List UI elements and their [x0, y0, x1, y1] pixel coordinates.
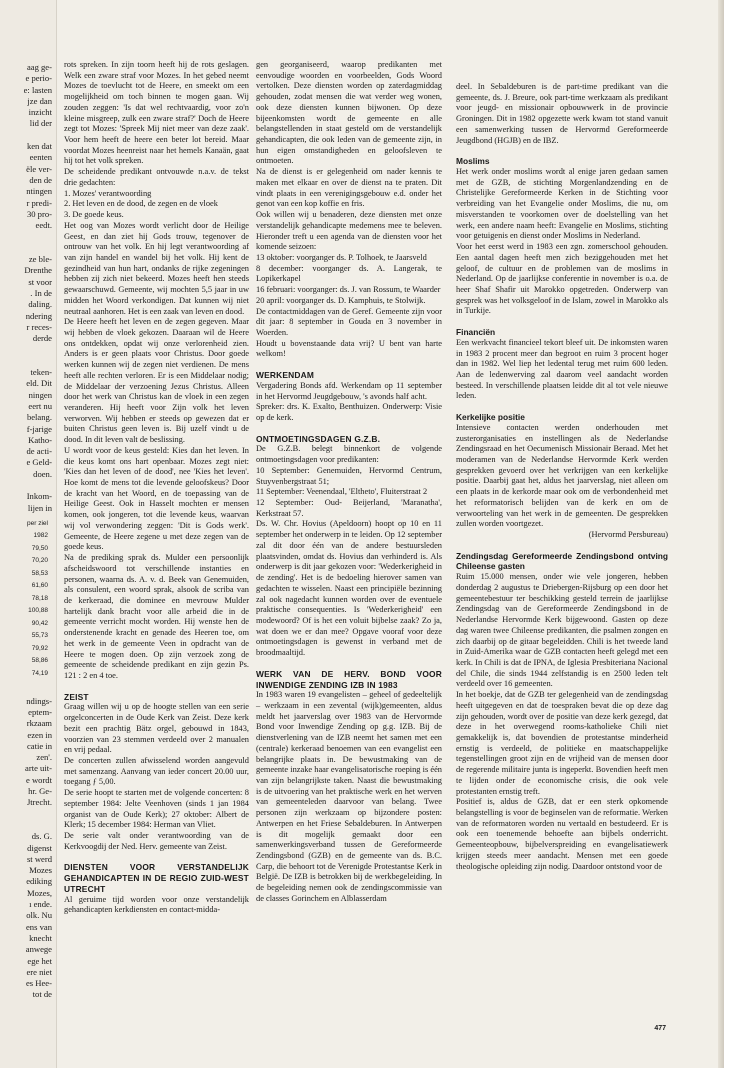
paragraph: De scheidende predikant ontvouwde n.a.v. de tekst drie gedachten:	[64, 167, 249, 187]
gutter-line: 58,53	[31, 569, 48, 577]
gutter-line: 30 pro-	[26, 208, 52, 219]
paragraph: 2. Het leven en de dood, de zegen en de vloek	[64, 199, 218, 209]
gutter-line	[0, 820, 56, 831]
gutter-text-bottom	[0, 684, 56, 1000]
page-edge	[718, 0, 724, 1068]
gutter-line: st voor	[28, 276, 52, 287]
left-margin-spillover	[0, 0, 57, 1068]
gutter-line: ediking	[26, 876, 52, 887]
gutter-line: ndering	[25, 310, 52, 321]
gutter-line: . In de	[30, 287, 52, 298]
gutter-line: ens van	[25, 921, 52, 932]
paragraph: Ds. W. Chr. Hovius (Apeldoorn) hoopt op 10 en 11 september het onderwerp in te leiden. Op 12 september zal dit door één van de andere bestuursleden plaatsvinden, omdat ds. Hovius dan verhinderd is. Als onderwerp is dit jaar gekozen voor: 'Wederkerigheid in de zending'. Het is de bedoeling hierover samen van gedachten te wisselen. Naast een principiële bezinning zal ook nagedacht kunnen worden over de eventuele praktische consequenties. Is 'Wederkerigheid' een modewoord? Of is het een voluit bijbelse zaak? Zo ja, wat doen we er dan mee? Opgave vooraf voor deze ontmoetingsdagen is gewenst in verband met de broodmaaltijd.	[256, 519, 442, 658]
paragraph: 8 december: voorganger ds. A. Langerak, te Lopikerkapel	[256, 263, 442, 284]
paragraph: 1. Mozes' verantwoording	[64, 188, 152, 198]
section-heading: ONTMOETINGSDAGEN G.Z.B.	[256, 433, 381, 444]
paragraph: In het boekje, dat de GZB ter gelegenheid van de zendingsdag heeft uitgegeven en dat de toespraken bevat die op deze dag zijn gehouden, wordt over de positie van deze kerk gezegd, dat deze in het overwegend rooms-katholieke Chili niet gemakkelijk is, dat bovendien de protestantse minderheid ernstig is verdeeld, de politieke en maatschappelijke tegenstellingen groot zijn en de vrijheid van de mensen door de regerende militaire junta is ingeperkt. Bovendien heeft men te lijden onder de economische crisis, die ook vele protestanten ernstig treft.	[456, 690, 668, 796]
gutter-text-top	[0, 0, 56, 514]
gutter-line: anwege	[25, 944, 52, 955]
paragraph: (Hervormd Persbureau)	[588, 530, 668, 540]
gutter-line	[0, 231, 56, 242]
paragraph: 11 September: Veenendaal, 'Eltheto', Fluiterstraat 2	[256, 487, 428, 497]
paragraph: Graag willen wij u op de hoogte stellen van een serie orgelconcerten in de Oude Kerk van Zeist. Deze kerk bezit een prachtig Bätz orgel, gebouwd in 1843, voorzien van 23 stemmen verdeeld over 2 manualen en vrij pedaal.	[64, 702, 249, 755]
paragraph: Na de dienst is er gelegenheid om nader kennis te maken met elkaar en over de dienst na te praten. Dit vindt plaats in een verenigingsgebouw e.d. onder het genot van een kop koffie en fris.	[256, 167, 442, 209]
paragraph: deel. In Sebaldeburen is de part-time predikant van die gemeente, ds. J. Breure, ook part-time werkzaam als predikant voor jeugd- en missionair opbouwwerk in de provincie Groningen. Dit in 1982 opgezette werk kwam tot stand vanuit een samenwerking tussen de Hervormd Gereformeerde Jeugdbond (HGJB) en de IBZ.	[456, 82, 668, 145]
gutter-line: 90,42	[31, 619, 48, 627]
gutter-line: ële ver-	[26, 163, 52, 174]
gutter-line: ken dat	[26, 141, 52, 152]
gutter-line: eld. Dit	[26, 378, 52, 389]
paragraph: Al geruime tijd worden voor onze verstandelijk gehandicapten kerkdiensten en contact-midda-	[64, 894, 249, 915]
gutter-line: inzicht	[28, 107, 52, 118]
gutter-line: rkzaam	[26, 718, 52, 729]
paragraph: De contactmiddagen van de Geref. Gemeente zijn voor dit jaar: 8 september in Gouda en 3 november in Woerden.	[256, 306, 442, 337]
gutter-line: 55,73	[31, 632, 48, 640]
gutter-line	[0, 243, 56, 254]
paragraph: 3. De goede keus.	[64, 210, 124, 220]
gutter-line: ezen in	[27, 729, 52, 740]
gutter-line: hr. Ge-	[28, 786, 52, 797]
gutter-line	[0, 356, 56, 367]
paragraph: gen georganiseerd, waarop predikanten met eenvoudige woorden en voorbeelden, Gods Woord vertolken. Deze diensten worden op zaterdagmiddag gehouden, zodat mensen die wat verder weg wonen, ook deze diensten kunnen bijwonen. Op deze bijeenkomsten wordt de gemeente en alle belangstellenden in staat gesteld om de verstandelijk gehandicapten, die ook leden van de gemeente zijn, in hun eigen omstandigheden en geloofsleven te ontmoeten.	[256, 60, 442, 166]
gutter-line: r predi-	[26, 197, 52, 208]
gutter-line: ntingen	[26, 186, 52, 197]
column-right	[456, 82, 668, 872]
paragraph: Het werk onder moslims wordt al enige jaren gedaan samen met de GZB, de stichting Morgenlandzending en de Christelijke Gereformeerde Kerken in de Stichting voor verbreiding van het Evangelie onder Moslims, die nu, om misverstanden te voorkomen over de doelstelling van het werk, een andere naam heeft: Evangelie en Moslims, stichting voor getuigenis en dienst onder Moslims in Nederland.	[456, 167, 668, 241]
gutter-line: teken-	[30, 367, 52, 378]
gutter-line: jze dan	[27, 95, 52, 106]
paragraph: Houdt u bovenstaande data vrij? U bent van harte welkom!	[256, 338, 442, 359]
paragraph: U wordt voor de keus gesteld: Kies dan het leven. In die keus komt ons hart openbaar. Mozes zegt niet: 'Kies dan het leven of de dood', nee 'Kies het leven'. Hoe komt de mens tot die levende geloofskeus? Door de kracht van het Woord, en de toepassing van de Heilige Geest. Ook in Hasselt mochten er mensen komen, ook jongeren, tot die levende keus, waarvan wij vol verwondering zeggen: 'Dit is Gods werk'. Gemeente, de Heere zegene u met deze zegen van de goede keus.	[64, 445, 249, 552]
gutter-line: e wordt	[25, 774, 52, 785]
gutter-line: ningen	[28, 389, 52, 400]
paragraph: Een werkvacht financieel tekort bleef uit. De inkomsten waren in 1983 2 procent meer dan begroot en ruim 3 procent hoger dan in 1982. Wel liep het ledental terug met ruim 600 leden. Aan de ledenwerving zal daarom veel aandacht worden besteed. In verschillende plaatsen leidde dit al tot vele nieuwe leden.	[456, 337, 668, 401]
paragraph: 12 September: Oud- Beijerland, 'Maranatha', Kerkstraat 57.	[256, 498, 442, 518]
gutter-line: Jtrecht.	[26, 797, 52, 808]
paragraph: De concerten zullen afwisselend worden aangevuld met samenzang. Aanvang van ieder concert 20.00 uur, toegang ƒ 5,00.	[64, 756, 249, 787]
gutter-line: knecht	[29, 932, 52, 943]
gutter-line: 61,60	[31, 582, 48, 590]
gutter-line: Drenthe	[24, 265, 52, 276]
page-number: 477	[654, 1025, 666, 1032]
gutter-line: 58,86	[31, 657, 48, 665]
gutter-line: Mozes,	[26, 887, 52, 898]
gutter-line: Mozes	[29, 865, 52, 876]
gutter-line: ere niet	[26, 966, 52, 977]
gutter-line: Katho-	[28, 434, 52, 445]
subsection-heading: Kerkelijke positie	[456, 412, 525, 423]
paragraph: In 1983 waren 19 evangelisten – geheel of gedeeltelijk – werkzaam in een zevental (wijk)gemeenten, aldus meldt het jaarverslag over 1983 van de Hervormde Bond voor Inwendige Zending op g.g. IZB. Bij de dienstverlening van de IZB neemt het samen met een (centrale) kerkeraad benoemen van een evangelist een belangrijke plaats in. De bewustmaking van de gemeente inzake haar evangelisatorische roeping is één van zijn belangrijkste taken. Naast die bewustmaking is de uitvoering van het praktische werk en het werven van gemeenteleden daarvoor van belang. Twee personen zijn werkzaam op bijzondere posten: Antwerpen en het Friese Sebaldeburen. In Antwerpen is dit mogelijk gemaakt door een samenwerkingsverband tussen de Gereformeerde Zendingsbond (GZB) en de gemeente van ds. B.C. Carp, die behoort tot de Verenigde Protestantse Kerk in België. De IZB is betrokken bij de werkbegeleiding. In de begeleiding nemen ook de zendingscommissie van de classes Gorinchem en Alblasserdam	[256, 690, 442, 903]
gutter-line	[0, 684, 56, 695]
gutter-line: aag ge-	[26, 62, 52, 72]
gutter-line: de acti-	[26, 446, 52, 457]
gutter-line: 79,50	[31, 544, 48, 552]
paragraph: Spreker: drs. K. Exalto, Benthuizen. Onderwerp: Visie op de kerk.	[256, 402, 442, 422]
section-heading: WERKENDAM	[256, 370, 315, 381]
gutter-line: f-jarige	[26, 423, 52, 434]
paragraph: Voor het eerst werd in 1983 een zgn. zomerschool gehouden. Een aantal dagen heeft men zich beziggehouden met het geloof, de cultuur en de problemen van de moslims in Nederland. Op de jaarlijkse conferentie in november is o.a. de heer Shaf Shafir uit Marokko opgetreden. Onderwerp van gesprek was het volksgeloof in de Islam, zowel in Marokko als in Turkije.	[456, 242, 668, 316]
gutter-line: r reces-	[26, 321, 52, 332]
gutter-income-figures	[0, 518, 56, 681]
gutter-line: lid der	[29, 118, 52, 129]
gutter-line: es Hee-	[25, 978, 52, 989]
gutter-line: e perio-	[25, 73, 52, 84]
paragraph: 20 april: voorganger ds. D. Kamphuis, te Stolwijk.	[256, 295, 426, 305]
gutter-line: ege het	[27, 955, 52, 966]
gutter-line: e: lasten	[23, 84, 52, 95]
paragraph: Na de prediking sprak ds. Mulder een persoonlijk afscheidswoord tot verschillende instanties en personen, waarna ds. A. v. d. Beek van Genemuiden, als consulent, een woord sprak, alsook de scriba van de kerkeraad, die dominee en mevrouw Mulder hartelijk dank bracht voor alle arbeid die in de gemeente verricht mocht worden. Hij wenste hen de onderstenende kracht en genade des Heeren toe, om het werk in de gemeente Veen in opdracht van de Heere te mogen doen. Op zijn verzoek zong de gemeente de scheidende predikant en zijn gezin Ps. 121 : 2 en 4 toe.	[64, 553, 249, 680]
gutter-line: 100,88	[28, 607, 48, 615]
paragraph: Intensieve contacten werden onderhouden met zusterorganisaties en instellingen als de Nederlandse Zendingsraad en het Oecumenisch Missionair Beraad. Met het moderamen van de Nederlandse Hervormde Kerk werden gesprekken gevoerd over het verkrijgen van een kerkelijke positie. Daarbij gaat het, aldus het jaarverslag, niet alleen om een plaats in de kerkorde maar ook om de verbondenheid met het reformatorisch belijden van de kerk en om de verwoorteling van het werk in de gemeenten. De gesprekken zullen worden voortgezet.	[456, 422, 668, 529]
gutter-line: e Geld-	[26, 457, 52, 468]
paragraph: 13 oktober: voorganger ds. P. Tolhoek, te Jaarsveld	[256, 252, 427, 262]
gutter-line: lijen in	[27, 502, 52, 513]
gutter-line	[0, 480, 56, 491]
paragraph: rots spreken. In zijn toorn heeft hij de rots geslagen. Welk een zware straf voor Mozes. In het gebed neemt Mozes de toevlucht tot de Heere, en smeekt om een mogelijkheid om toch binnen te mogen gaan. Wij zouden zeggen: 'Is dat wel rechtvaardig, voor zo'n kleine misgreep, zulk een zware straf?' Doch de Heere zegt tot Mozes: 'Spreek Mij niet meer van deze zaak'. Voor hem heeft de heere een beter lot bereid. Maar voordat Mozes heenreist naar het hemels Kanaän, gaat hij tot het volk spreken.	[64, 60, 249, 166]
gutter-line: den de	[29, 174, 52, 185]
paragraph: Ook willen wij u benaderen, deze diensten met onze verstandelijk gehandicapte medemens mee te beleven. Hieronder treft u een agenda van de diensten voor het komende seizoen:	[256, 210, 442, 252]
gutter-line: eert nu	[28, 400, 52, 411]
gutter-line: 70,20	[31, 557, 48, 565]
column-middle	[256, 60, 442, 905]
paragraph: Vergadering Bonds afd. Werkendam op 11 september in het Hervormd Jeugdgebouw, 's avonds half acht.	[256, 380, 442, 401]
gutter-line: eedt.	[35, 220, 52, 231]
subsection-heading: Moslims	[456, 156, 490, 167]
paragraph: Ruim 15.000 mensen, onder wie vele jongeren, hebben donderdag 2 augustus te Driebergen-Rijsburg op een door het gemeentebestuur ter beschikking gesteld terrein de jaarlijkse Zendingsdag van de Gereformeerde Zendingsbond in de Nederlandse Hervormde Kerk bijgewoond. Gasten op deze dag waren twee Chileense predikanten, die psalmen zongen en zich daarbij op de gitaar begeleidden. Chili is het tweede land in Zuid-Amerika waar de GZB contacten heeft gelegd met een kerk. In Chili is dat de IPNA, de Iglesia Presbiteriana Nacional del Chile, die sinds 1944 zelfstandig is en 2500 leden telt verdeeld over 16 gemeenten.	[456, 572, 668, 689]
section-heading: ZEIST	[64, 691, 89, 702]
section-heading: DIENSTEN VOOR VERSTANDELIJK GEHANDICAPTEN IN DE REGIO ZUID-WEST UTRECHT	[64, 862, 249, 894]
gutter-line: belang.	[26, 412, 52, 423]
gutter-line: zen'.	[36, 752, 52, 763]
gutter-line: tot de	[32, 989, 52, 1000]
gutter-line: eptem-	[28, 706, 52, 717]
gutter-line: 74,19	[31, 669, 48, 677]
paragraph: De serie hoopt te starten met de volgende concerten: 8 september 1984: Jelte Veenhoven (sinds 1 jan 1984 organist van de Oude Kerk); 27 oktober: Albert de Klerk; 15 december 1984: Herman van Vliet.	[64, 788, 249, 830]
paragraph: De G.Z.B. belegt binnenkort de volgende ontmoetingsdagen voor predikanten:	[256, 444, 442, 465]
gutter-line: st werd	[26, 853, 52, 864]
gutter-line: ze ble-	[28, 254, 52, 265]
gutter-line	[0, 344, 56, 355]
gutter-line: olk. Nu	[26, 910, 52, 921]
subsection-heading: Financiën	[456, 327, 496, 338]
gutter-line: ı ende.	[29, 899, 52, 910]
gutter-line: eenten	[29, 152, 52, 163]
gutter-line: arte uit-	[25, 763, 52, 774]
paragraph: Positief is, aldus de GZB, dat er een sterk opkomende belangstelling is voor de beginselen van de reformatie. Werken van de reformatoren worden nu vertaald en bestudeerd. Er is ook een toenemende behoefte aan bijbels onderricht. Gemeenteopbouw, bijbelverspreiding en evangelisatiewerk krijgen steeds meer aandacht. Mensen met een goede theologische opleiding zijn nodig. Daardoor ontstond voor de	[456, 797, 668, 871]
paragraph: 10 September: Genemuiden, Hervormd Centrum, Stuyvenbergstraat 51;	[256, 465, 442, 486]
gutter-line: 78,18	[31, 594, 48, 602]
column-left	[64, 60, 249, 916]
gutter-line: doen.	[33, 468, 52, 479]
gutter-line: catie in	[26, 740, 52, 751]
gutter-line: derde	[32, 333, 52, 344]
section-heading: WERK VAN DE HERV. BOND VOOR INWENDIGE ZENDING IZB IN 1983	[256, 668, 442, 690]
paragraph: 16 februari: voorganger: ds. J. van Rossum, te Waarder	[256, 285, 441, 295]
paragraph: Het oog van Mozes wordt verlicht door de Heilige Geest, en dan ziet hij Gods trouw, tegenover de ontrouw van het volk. En hij legt verantwoording af van zijn handel en wandel bij het volk. Hij kent de gezindheid van hun hart, ondanks de rijke zegeningen hebben zij zich niet bekeerd. Mozes heeft hen steeds gewaarschuwd. Gemeente, wij mochten 5,5 jaar in uw midden het Woord verkondigen. Dat kunnen wij niet neutraal aanhoren. Het is een zaak van leven en dood.	[64, 220, 249, 316]
gutter-line: Inkom-	[26, 491, 52, 502]
gutter-line	[0, 809, 56, 820]
gutter-line: digenst	[27, 842, 52, 853]
gutter-line: ndings-	[26, 695, 52, 706]
paragraph: De serie valt onder verantwoording van de Kerkvoogdij der Ned. Herv. gemeente van Zeist.	[64, 831, 249, 851]
gutter-line: 79,92	[31, 644, 48, 652]
gutter-line: daling.	[28, 299, 52, 310]
gutter-line: 1982	[33, 532, 48, 540]
gutter-line	[0, 130, 56, 141]
subsection-heading: Zendingsdag Gereformeerde Zendingsbond ontving Chileense gasten	[456, 550, 668, 572]
paragraph: De Heere heeft het leven en de zegen gegeven. Maar wij hebben de vloek gekozen. Daaraan wil de Heere ons ontdekken, opdat wij onze verlorenheid zien. Anders is er geen plaats voor Christus. Door goede werken kunnen wij de zegen niet verdienen. De mens heeft alle rechten verloren. Er is een Middelaar nodig; de Middelaar der verzoening Jezus Christus. Alleen door het werk van Christus kan de vloek in een zegen veranderen. Hij heeft voor Zijn volk het leven verworven. Wij hebben er steeds op gewezen dat er buiten Christus geen leven is. Bij uzelf vindt u de dood. In dit leven valt de beslissing.	[64, 317, 249, 445]
gutter-line: per ziel	[27, 519, 48, 527]
gutter-line: ds. G.	[31, 831, 52, 842]
